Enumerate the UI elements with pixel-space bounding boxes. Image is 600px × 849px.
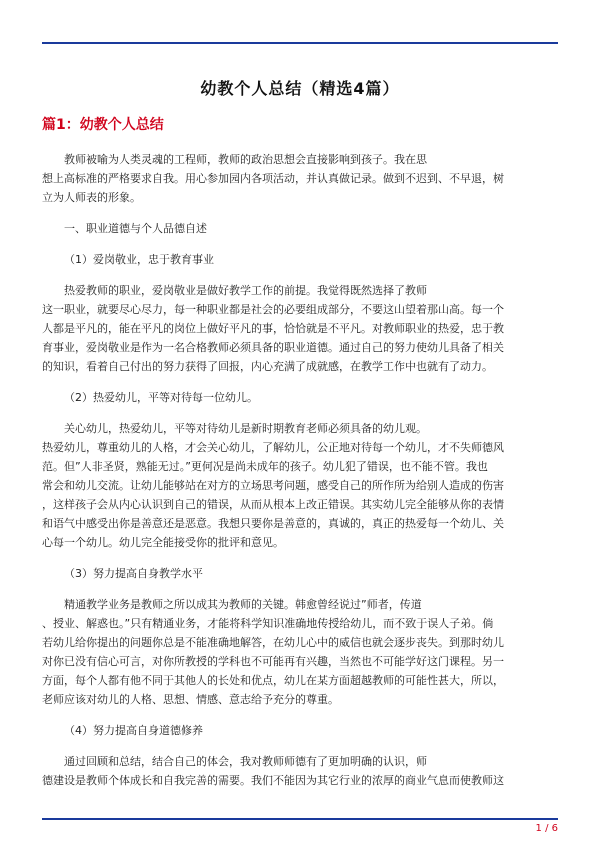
page-number: 1 / 6: [535, 823, 558, 834]
text-line: 常会和幼儿交流。让幼儿能够站在对方的立场思考问题，感受自己的所作所为给别人造成的伤害: [42, 479, 504, 492]
subheading-love-career: （1）爱岗敬业，忠于教育事业: [64, 253, 214, 266]
text-line: 范。但”人非圣贤，熟能无过。”更何况是尚未成年的孩子。幼儿犯了错误，也不能不管。我也: [42, 460, 488, 473]
text-line: 、授业、解惑也。”只有精通业务，才能将科学知识准确地传授给幼儿，而不致于误人子弟。倘: [42, 617, 494, 630]
text-line: ，这样孩子会从内心认识到自己的错误，从而从根本上改正错误。其实幼儿完全能够从你的表情: [42, 498, 504, 511]
text-line: 热爱教师的职业，爱岗敬业是做好教学工作的前提。我觉得既然选择了教师: [64, 284, 427, 297]
text-line: 想上高标准的严格要求自我。用心参加园内各项活动，并认真做记录。做到不迟到、不早退，树: [42, 172, 504, 185]
section-title: 篇1：幼教个人总结: [42, 117, 164, 133]
text-line: 精通教学业务是教师之所以成其为教师的关键。韩愈曾经说过”师者，传道: [64, 598, 422, 611]
header-rule: [42, 42, 558, 44]
text-line: 教师被喻为人类灵魂的工程师，教师的政治思想会直接影响到孩子。我在思: [64, 153, 427, 166]
text-line: 关心幼儿，热爱幼儿，平等对待幼儿是新时期教育老师必须具备的幼儿观。: [64, 422, 427, 435]
text-line: 这一职业，就要尽心尽力，每一种职业都是社会的必要组成部分，不要这山望着那山高。每一个: [42, 303, 504, 316]
text-line: 的知识，看着自己付出的努力获得了回报，内心充满了成就感，在教学工作中也就有了动力。: [42, 360, 493, 373]
paragraph-love-children: [42, 419, 560, 552]
subheading-teaching-level: （3）努力提高自身教学水平: [64, 567, 203, 580]
text-line: 立为人师表的形象。: [42, 191, 141, 204]
document-body: [42, 150, 560, 802]
text-line: 方面，每个人都有他不同于其他人的长处和优点，幼儿在某方面超越教师的可能性甚大，所以，: [42, 674, 504, 687]
text-line: 若幼儿给你提出的问题你总是不能准确地解答，在幼儿心中的威信也就会逐步丧失。到那时幼儿: [42, 636, 504, 649]
paragraph-love-career: [42, 281, 560, 376]
text-line: 对你已没有信心可言，对你所教授的学科也不可能再有兴趣，当然也不可能学好这门课程。另一: [42, 655, 504, 668]
document-title: 幼教个人总结（精选4篇）: [200, 79, 400, 98]
text-line: 人都是平凡的，能在平凡的岗位上做好平凡的事，恰恰就是不平凡。对教师职业的热爱，忠于教: [42, 322, 504, 335]
subheading-love-children: （2）热爱幼儿，平等对待每一位幼儿。: [64, 391, 258, 404]
paragraph-moral-cultivation: [42, 752, 560, 790]
footer-rule: [42, 818, 558, 820]
text-line: 德建设是教师个体成长和自我完善的需要。我们不能因为其它行业的浓厚的商业气息而使教师这: [42, 774, 504, 787]
text-line: 育事业，爱岗敬业是作为一名合格教师必须具备的职业道德。通过自己的努力使幼儿具备了相关: [42, 341, 504, 354]
text-line: 和语气中感受出你是善意还是恶意。我想只要你是善意的，真诚的，真正的热爱每一个幼儿、关: [42, 517, 504, 530]
paragraph-teaching-level: [42, 595, 560, 709]
subheading-moral-cultivation: （4）努力提高自身道德修养: [64, 724, 203, 737]
paragraph-intro: [42, 150, 560, 207]
text-line: 热爱幼儿，尊重幼儿的人格，才会关心幼儿，了解幼儿，公正地对待每一个幼儿，才不失师德风: [42, 441, 504, 454]
text-line: 心每一个幼儿。幼儿完全能接受你的批评和意见。: [42, 536, 284, 549]
text-line: 老师应该对幼儿的人格、思想、情感、意志给予充分的尊重。: [42, 693, 339, 706]
heading-professional-ethics: 一、职业道德与个人品德自述: [64, 222, 207, 235]
text-line: 通过回顾和总结，结合自己的体会，我对教师师德有了更加明确的认识，师: [64, 755, 427, 768]
